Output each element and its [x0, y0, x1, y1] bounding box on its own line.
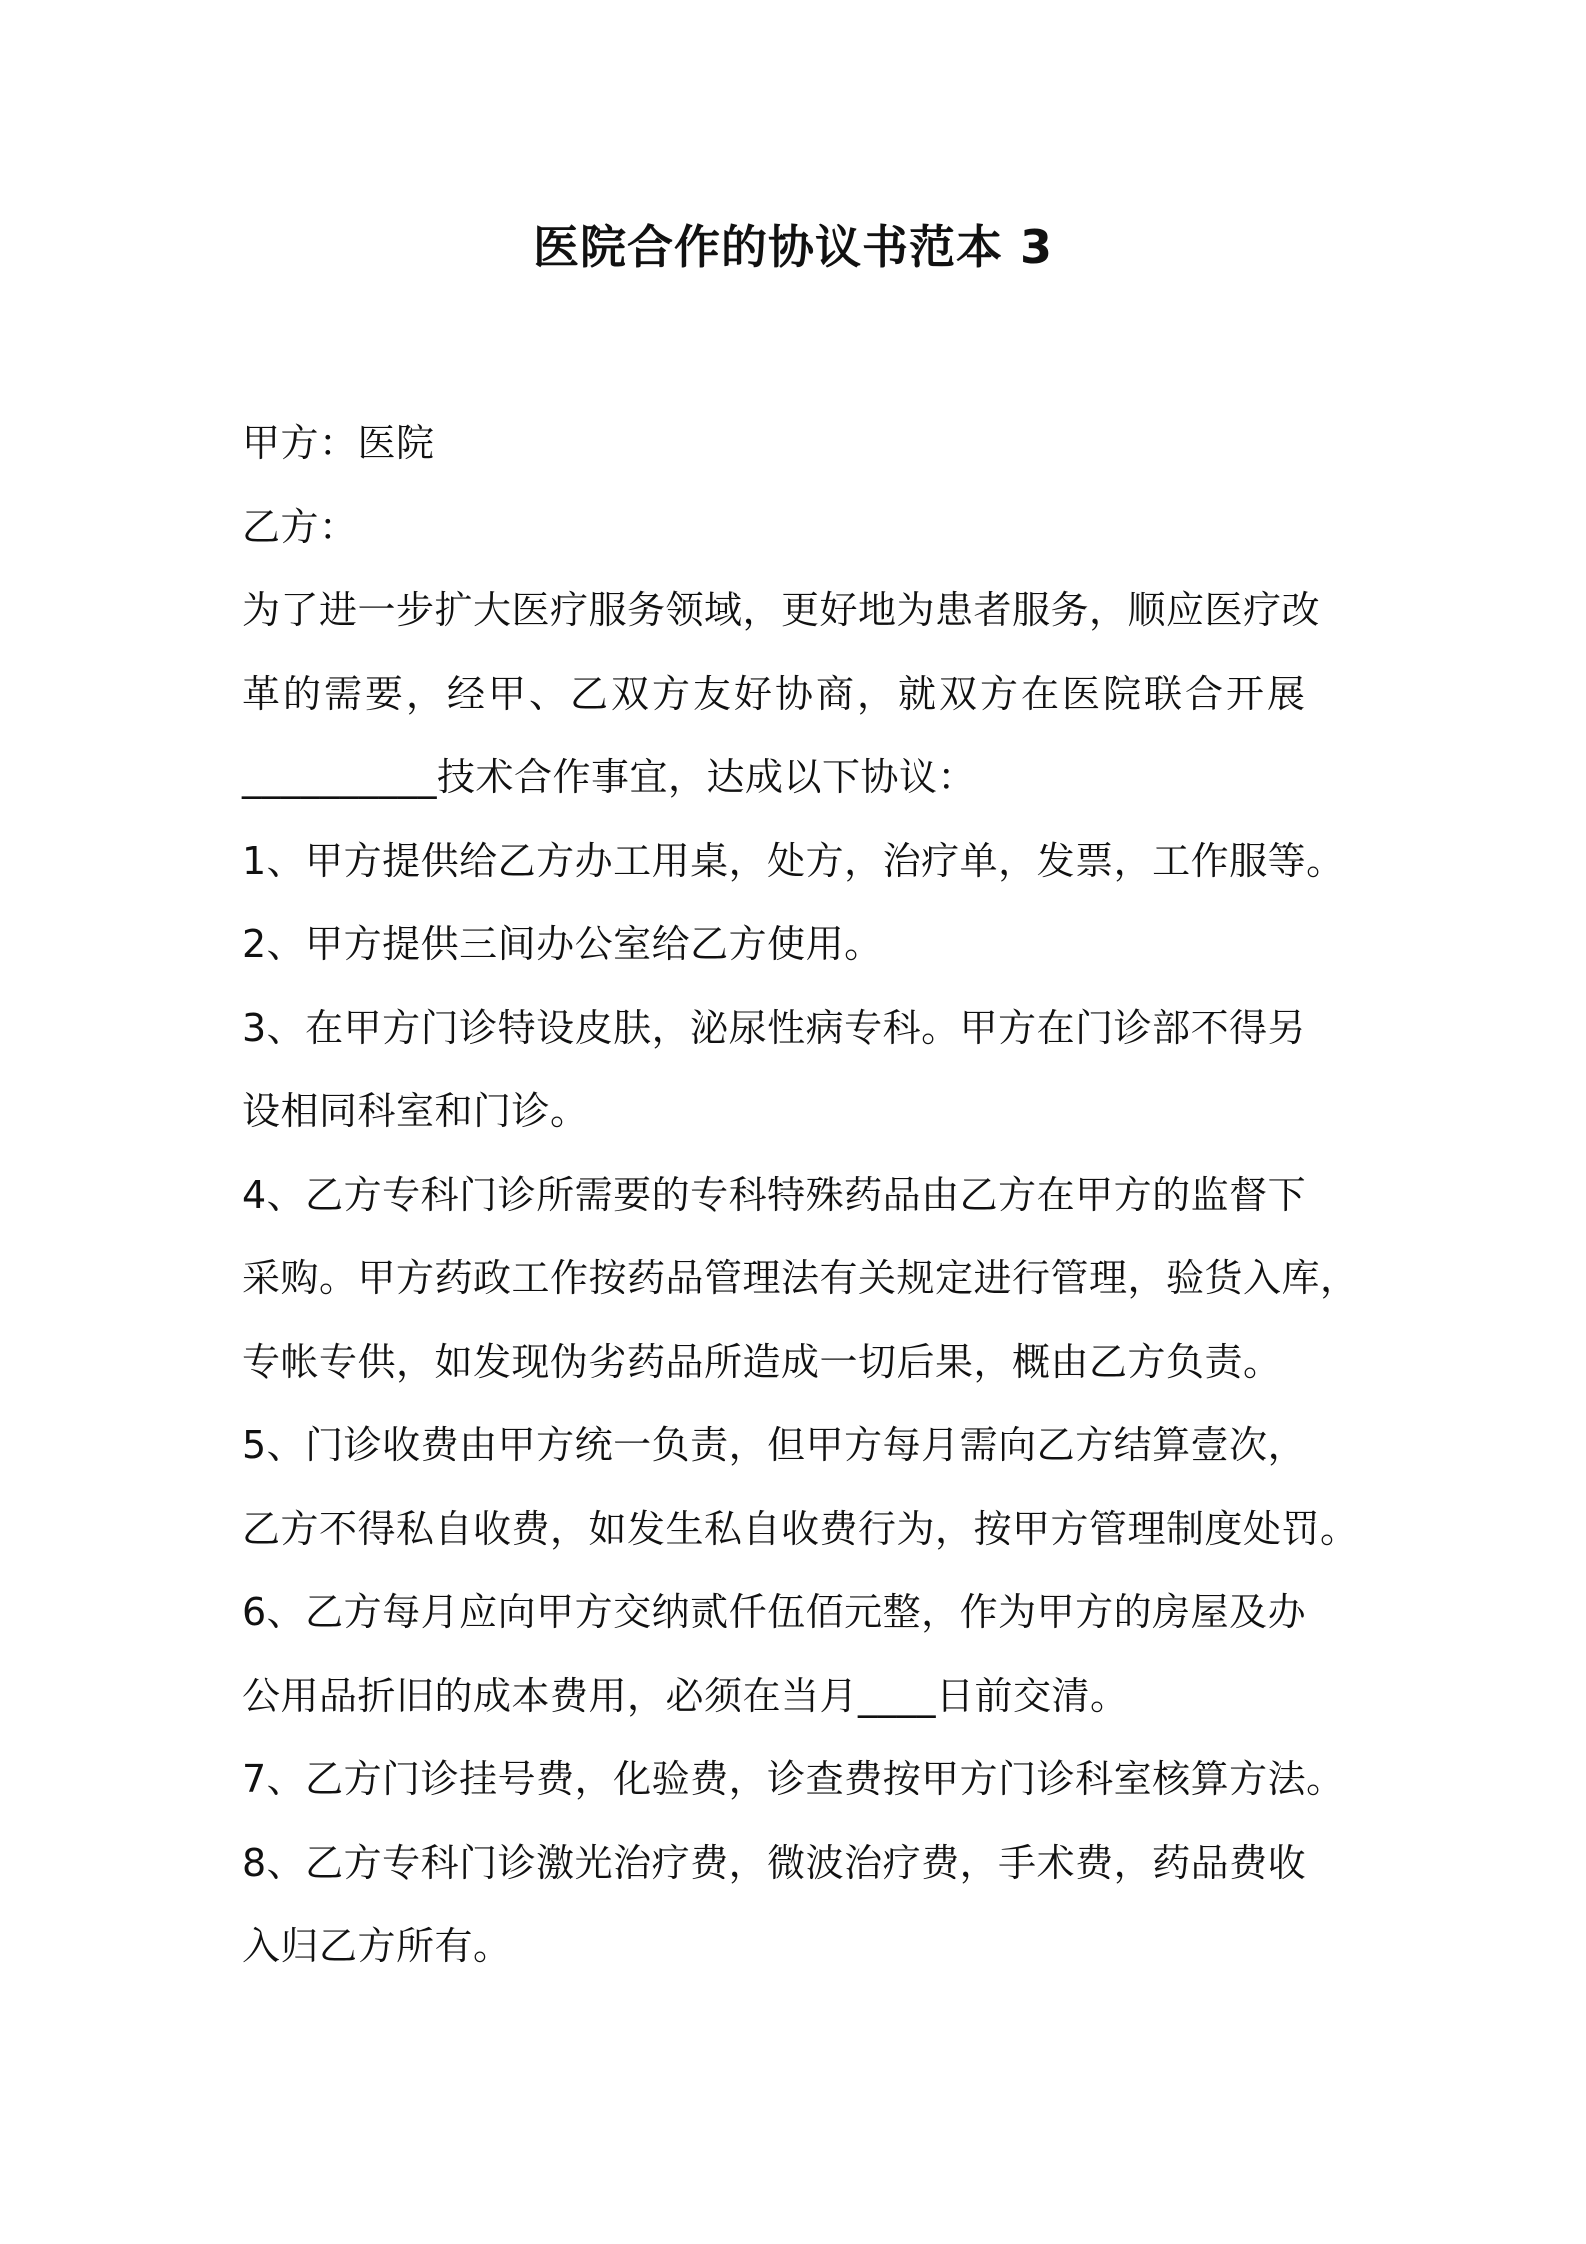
clause-2: 2、甲方提供三间办公室给乙方使用。: [242, 922, 883, 966]
clause-6-line-1: 6、乙方每月应向甲方交纳贰仟伍佰元整，作为甲方的房屋及办: [242, 1590, 1307, 1634]
party-a-line: 甲方：医院: [242, 421, 435, 465]
clause-6-line-2: 公用品折旧的成本费用，必须在当月____日前交清。: [242, 1673, 1129, 1718]
clause-3-line-2: 设相同科室和门诊。: [242, 1089, 589, 1133]
clause-4-line-3: 专帐专供，如发现伪劣药品所造成一切后果，概由乙方负责。: [242, 1339, 1282, 1384]
clause-5-line-1: 5、门诊收费由甲方统一负责，但甲方每月需向乙方结算壹次，: [242, 1423, 1307, 1467]
clause-4-line-1: 4、乙方专科门诊所需要的专科特殊药品由乙方在甲方的监督下: [242, 1172, 1307, 1217]
clause-7: 7、乙方门诊挂号费，化验费，诊查费按甲方门诊科室核算方法。: [242, 1757, 1345, 1801]
document-title: 医院合作的协议书范本 3: [532, 220, 1054, 274]
clause-4-line-2: 采购。甲方药政工作按药品管理法有关规定进行管理，验货入库，: [242, 1256, 1359, 1300]
preamble-line-3: __________技术合作事宜，达成以下协议：: [242, 755, 977, 799]
clause-1: 1、甲方提供给乙方办工用桌，处方，治疗单，发票，工作服等。: [242, 838, 1345, 883]
document-body: [242, 402, 1362, 1989]
clause-8-line-1: 8、乙方专科门诊激光治疗费，微波治疗费，手术费，药品费收: [242, 1840, 1307, 1885]
clause-3-line-1: 3、在甲方门诊特设皮肤，泌尿性病专科。甲方在门诊部不得另: [242, 1005, 1307, 1050]
clause-8-line-2: 入归乙方所有。: [242, 1924, 512, 1968]
preamble-line-1: 为了进一步扩大医疗服务领域，更好地为患者服务，顺应医疗改: [242, 588, 1321, 632]
preamble-line-2: 革的需要，经甲、乙双方友好协商，就双方在医院联合开展: [242, 671, 1309, 716]
clause-5-line-2: 乙方不得私自收费，如发生私自收费行为，按甲方管理制度处罚。: [242, 1506, 1359, 1551]
party-b-line: 乙方：: [242, 504, 358, 549]
